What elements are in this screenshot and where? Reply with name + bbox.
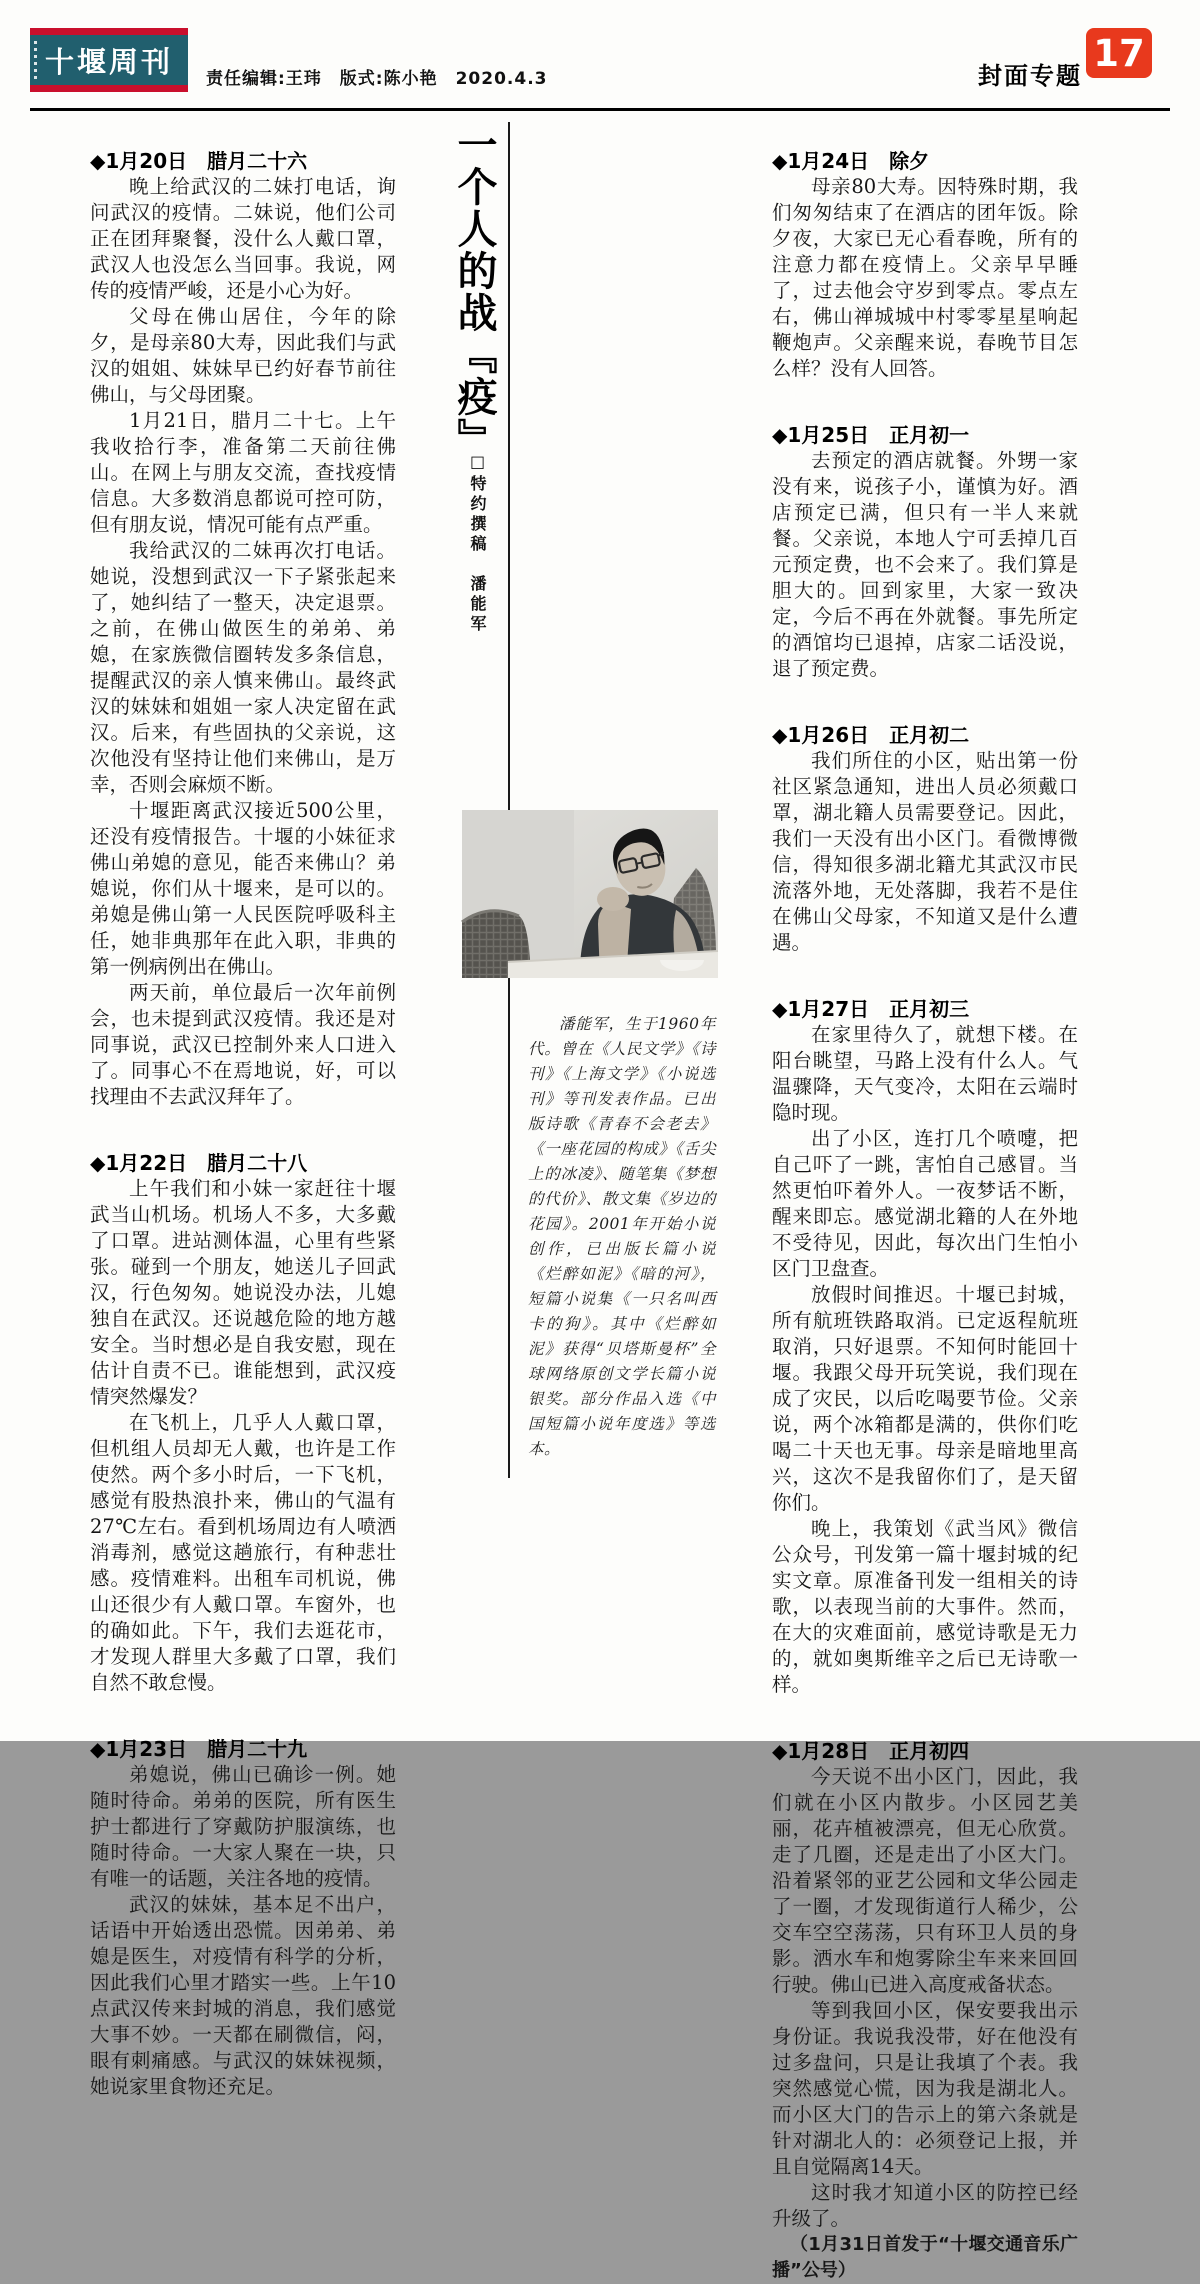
diary-paragraph: 在家里待久了，就想下楼。在阳台眺望，马路上没有什么人。气温骤降，天气变冷，太阳在云端时隐时现。 xyxy=(772,1023,1078,1124)
masthead-bottom-bar xyxy=(30,85,188,92)
diary-entry-heading: ◆1月20日 腊月二十六 xyxy=(90,149,308,173)
diary-paragraph: 弟媳说，佛山已确诊一例。她随时待命。弟弟的医院，所有医生护士都进行了穿戴防护服演练，也随时待命。一大家人聚在一块，只有唯一的话题，关注各地的疫情。 xyxy=(90,1763,396,1890)
article-title: 一个人的战『疫』 xyxy=(451,124,498,460)
diary-paragraph: 在飞机上，几乎人人戴口罩，但机组人员却无人戴，也许是工作使然。两个多小时后，一下飞机，感觉有股热浪扑来，佛山的气温有27℃左右。看到机场周边有人喷洒消毒剂，感觉这趟旅行，有种悲壮感。疫情难料。出租车司机说，佛山还很少有人戴口罩。车窗外，也的确如此。下午，我们去逛花市，才发现人群里大多戴了口罩，我们自然不敢怠慢。 xyxy=(90,1411,396,1694)
diary-paragraph: 这时我才知道小区的防控已经升级了。 xyxy=(772,2181,1078,2230)
diary-paragraph: 晚上，我策划《武当风》微信公众号，刊发第一篇十堰封城的纪实文章。原准备刊发一组相关的诗歌，以表现当前的大事件。然而，在大的灾难面前，感觉诗歌是无力的，就如奥斯维辛之后已无诗歌一样。 xyxy=(772,1517,1078,1696)
diary-entry-heading: ◆1月24日 除夕 xyxy=(772,149,930,173)
masthead-title-text: 十堰周刊 xyxy=(44,44,173,79)
diary-entry-heading: ◆1月25日 正月初一 xyxy=(772,423,970,447)
diary-entry-heading: ◆1月26日 正月初二 xyxy=(772,723,970,747)
diary-paragraph: 武汉的妹妹，基本足不出户，话语中开始透出恐慌。因弟弟、弟媳是医生，对疫情有科学的分析，因此我们心里才踏实一些。上午10点武汉传来封城的消息，我们感觉大事不妙。一天都在刷微信，闷，眼有刺痛感。与武汉的妹妹视频，她说家里食物还充足。 xyxy=(90,1893,396,2098)
page-number-badge xyxy=(1086,28,1152,78)
header-rule xyxy=(30,108,1170,111)
diary-paragraph: 等到我回小区，保安要我出示身份证。我说我没带，好在他没有过多盘问，只是让我填了个表。我突然感觉心慌，因为我是湖北人。而小区大门的告示上的第六条就是针对湖北人的：必须登记上报，并且自觉隔离14天。 xyxy=(772,1999,1078,2178)
page-number: 17 xyxy=(1093,31,1145,75)
diary-entry-heading: ◆1月23日 腊月二十九 xyxy=(90,1737,308,1761)
right-column xyxy=(772,148,1078,2284)
diary-paragraph: 晚上给武汉的二妹打电话，询问武汉的疫情。二妹说，他们公司正在团拜聚餐，没什么人戴口罩，武汉人也没怎么当回事。我说，网传的疫情严峻，还是小心为好。 xyxy=(90,175,396,302)
editor-credit-line: 责任编辑:王玮 版式:陈小艳 2020.4.3 xyxy=(206,69,548,89)
diary-paragraph: 两天前，单位最后一次年前例会，也未提到武汉疫情。我还是对同事说，武汉已控制外来人口进入了。同事心不在焉地说，好，可以找理由不去武汉拜年了。 xyxy=(90,981,396,1108)
diary-entry-heading: ◆1月22日 腊月二十八 xyxy=(90,1151,308,1175)
diary-paragraph: 十堰距离武汉接近500公里，还没有疫情报告。十堰的小妹征求佛山弟媳的意见，能否来佛山？弟媳说，你们从十堰来，是可以的。弟媳是佛山第一人民医院呼吸科主任，她非典那年在此入职，非典的第一例病例出在佛山。 xyxy=(90,799,396,978)
diary-entry-heading: ◆1月27日 正月初三 xyxy=(772,997,970,1021)
author-photo xyxy=(462,810,718,978)
first-published-note: （1月31日首发于“十堰交通音乐广播”公号） xyxy=(772,2234,1078,2281)
diary-paragraph: 上午我们和小妹一家赶往十堰武当山机场。机场人不多，大多戴了口罩。进站测体温，心里有些紧张。碰到一个朋友，她送儿子回武汉，行色匆匆。她说没办法，儿媳独自在武汉。还说越危险的地方越安全。当时想必是自我安慰，现在估计自责不已。谁能想到，武汉疫情突然爆发？ xyxy=(90,1177,396,1408)
diary-paragraph: 今天说不出小区门，因此，我们就在小区内散步。小区园艺美丽，花卉植被漂亮，但无心欣赏。走了几圈，还是走出了小区大门。沿着紧邻的亚艺公园和文华公园走了一圈，才发现街道行人稀少，公交车空空荡荡，只有环卫人员的身影。洒水车和炮雾除尘车来来回回行驶。佛山已进入高度戒备状态。 xyxy=(772,1765,1078,1996)
diary-paragraph: 我给武汉的二妹再次打电话。她说，没想到武汉一下子紧张起来了，她纠结了一整天，决定退票。之前，在佛山做医生的弟弟、弟媳，在家族微信圈转发多条信息，提醒武汉的亲人慎来佛山。最终武汉的妹妹和姐姐一家人决定留在武汉。后来，有些固执的父亲说，这次他没有坚持让他们来佛山，是万幸，否则会麻烦不断。 xyxy=(90,539,396,796)
masthead-title xyxy=(30,35,188,85)
masthead-side-marks xyxy=(34,41,37,79)
masthead-logo xyxy=(30,28,188,92)
diary-entry-heading: ◆1月28日 正月初四 xyxy=(772,1739,970,1763)
diary-paragraph: 我们所住的小区，贴出第一份社区紧急通知，进出人员必须戴口罩，湖北籍人员需要登记。因此，我们一天没有出小区门。看微博微信，得知很多湖北籍尤其武汉市民流落外地，无处落脚，我若不是住在佛山父母家，不知道又是什么遭遇。 xyxy=(772,749,1078,954)
diary-paragraph: 放假时间推迟。十堰已封城，所有航班铁路取消。已定返程航班取消，只好退票。不知何时能回十堰。我跟父母开玩笑说，我们现在成了灾民，以后吃喝要节俭。父亲说，两个冰箱都是满的，供你们吃喝二十天也无事。母亲是暗地里高兴，这次不是我留你们了，是天留你们。 xyxy=(772,1283,1078,1514)
left-column xyxy=(90,148,396,2100)
diary-paragraph: 去预定的酒店就餐。外甥一家没有来，说孩子小，谨慎为好。酒店预定已满，但只有一半人来就餐。父亲说，本地人宁可丢掉几百元预定费，也不会来了。我们算是胆大的。回到家里，大家一致决定，今后不再在外就餐。事先所定的酒馆均已退掉，店家二话没说，退了预定费。 xyxy=(772,449,1078,680)
section-label: 封面专题 xyxy=(978,62,1082,90)
article-byline: □特约撰稿 潘能军 xyxy=(468,452,487,635)
author-bio: 潘能军，生于1960年代。曾在《人民文学》《诗刊》《上海文学》《小说选刊》等刊发表作品。已出版诗歌《青春不会老去》《一座花园的构成》《舌尖上的冰凌》、随笔集《梦想的代价》、散文集《岁边的花园》。2001年开始小说创作，已出版长篇小说《烂醉如泥》《暗的河》，短篇小说集《一只名叫西卡的狗》。其中《烂醉如泥》获得“贝塔斯曼杯”全球网络原创文学长篇小说银奖。部分作品入选《中国短篇小说年度选》等选本。 xyxy=(528,1014,716,1458)
diary-paragraph: 出了小区，连打几个喷嚏，把自己吓了一跳，害怕自己感冒。当然更怕吓着外人。一夜梦话不断，醒来即忘。感觉湖北籍的人在外地不受待见，因此，每次出门生怕小区门卫盘查。 xyxy=(772,1127,1078,1280)
column-divider-rule xyxy=(508,122,510,1478)
diary-paragraph: 母亲80大寿。因特殊时期，我们匆匆结束了在酒店的团年饭。除夕夜，大家已无心看春晚，所有的注意力都在疫情上。父亲早早睡了，过去他会守岁到零点。零点左右，佛山禅城城中村零零星星响起鞭炮声。父亲醒来说，春晚节目怎么样？没有人回答。 xyxy=(772,175,1078,380)
masthead-top-bar xyxy=(30,28,188,35)
diary-paragraph: 父母在佛山居住，今年的除夕，是母亲80大寿，因此我们与武汉的姐姐、妹妹早已约好春节前往佛山，与父母团聚。 xyxy=(90,305,396,406)
diary-paragraph: 1月21日，腊月二十七。上午我收拾行李，准备第二天前往佛山。在网上与朋友交流，查找疫情信息。大多数消息都说可控可防，但有朋友说，情况可能有点严重。 xyxy=(90,409,396,536)
